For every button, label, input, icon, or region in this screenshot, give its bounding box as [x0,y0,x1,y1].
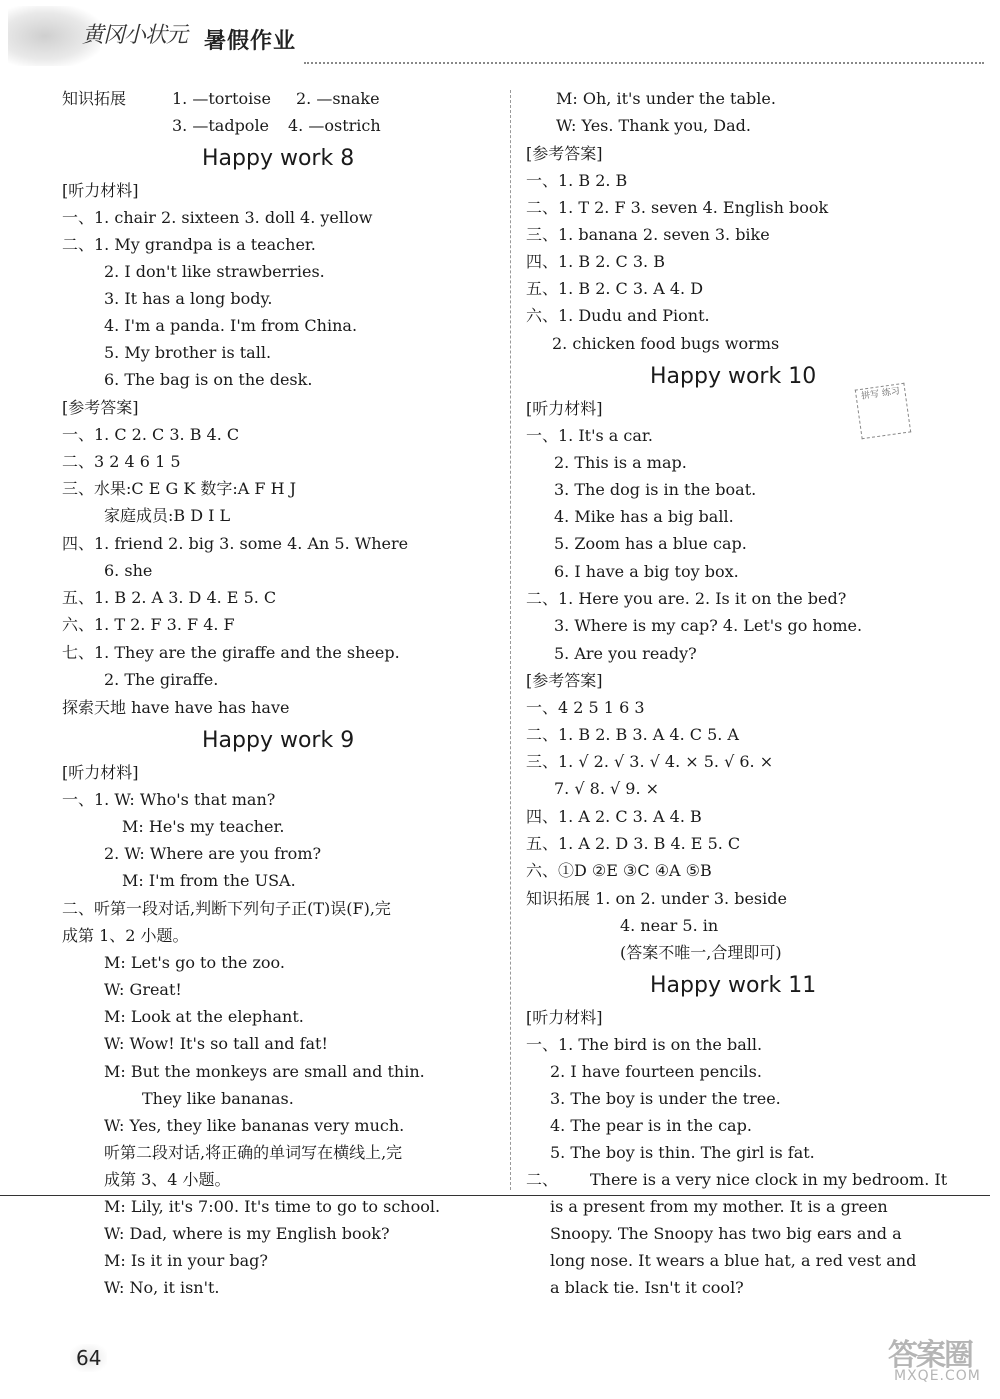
text-line: 一、1. W: Who's that man? [62,790,276,809]
text-line: 四、1. A 2. C 3. A 4. B [526,807,702,826]
text-line: 二、1. Here you are. 2. Is it on the bed? [526,589,847,608]
text-line: 一、4 2 5 1 6 3 [526,698,645,717]
kt-answer-4: 4. —ostrich [288,116,381,135]
text-line: 2. This is a map. [554,453,687,472]
text-line: 三、水果:C E G K 数字:A F H J [62,479,297,498]
text-line: M: Oh, it's under the table. [556,89,776,108]
text-line: 7. √ 8. √ 9. × [554,779,660,798]
section-label: [听力材料] [526,1008,603,1027]
text-line: 探索天地 have have has have [62,698,290,717]
text-line: 6. I have a big toy box. [554,562,739,581]
header-dotted-rule [304,62,984,64]
knowledge-label: 知识拓展 [62,89,127,108]
text-line: 5. The boy is thin. The girl is fat. [550,1143,815,1162]
text-line: 七、1. They are the giraffe and the sheep. [62,643,400,662]
text-line: 四、1. friend 2. big 3. some 4. An 5. Where [62,534,409,553]
text-line: 五、1. A 2. D 3. B 4. E 5. C [526,834,741,853]
text-line: 2. The giraffe. [104,670,219,689]
text-line: 四、1. B 2. C 3. B [526,252,665,271]
text-line: 一、1. B 2. B [526,171,628,190]
text-line: Snoopy. The Snoopy has two big ears and a [550,1224,902,1243]
header-title: 暑假作业 [204,29,297,54]
text-line: W: Wow! It's so tall and fat! [104,1034,328,1053]
text-line: a black tie. Isn't it cool? [550,1278,744,1297]
section-label: [听力材料] [526,399,603,418]
text-line: 知识拓展 1. on 2. under 3. beside [526,889,787,908]
text-line: 一、1. The bird is on the ball. [526,1035,763,1054]
text-line: is a present from my mother. It is a green [550,1197,888,1216]
text-line: 4. The pear is in the cap. [550,1116,752,1135]
text-line: 5. My brother is tall. [104,343,272,362]
section-label: [听力材料] [62,763,139,782]
text-line: 听第二段对话,将正确的单词写在横线上,完 [104,1143,403,1162]
heading-happy-work-9: Happy work 9 [202,728,355,753]
text-line: 2. I don't like strawberries. [104,262,325,281]
text-line: 6. The bag is on the desk. [104,370,313,389]
text-line: 3. The boy is under the tree. [550,1089,781,1108]
text-line: 三、1. banana 2. seven 3. bike [526,225,770,244]
section-label: [参考答案] [526,671,603,690]
section-label: [听力材料] [62,181,139,200]
text-line: long nose. It wears a blue hat, a red vest and [550,1251,917,1270]
text-line: 二、1. T 2. F 3. seven 4. English book [526,198,829,217]
text-line: (答案不唯一,合理即可) [620,943,782,962]
heading-happy-work-11: Happy work 11 [650,973,817,998]
text-line: M: He's my teacher. [122,817,285,836]
text-line: M: Let's go to the zoo. [104,953,285,972]
text-line: W: Yes, they like bananas very much. [104,1116,405,1135]
text-line: M: I'm from the USA. [122,871,296,890]
text-line: 五、1. B 2. A 3. D 4. E 5. C [62,588,277,607]
brand-name: 黄冈小状元 [82,23,188,48]
text-line: There is a very nice clock in my bedroom. It [590,1170,948,1189]
practice-stamp: 拼写 练习 [855,383,911,439]
text-line: 家庭成员:B D I L [104,506,231,525]
text-line: 4. I'm a panda. I'm from China. [104,316,358,335]
text-line: 六、1. T 2. F 3. F 4. F [62,615,235,634]
text-line: 2. I have fourteen pencils. [550,1062,762,1081]
text-line: 二、1. B 2. B 3. A 4. C 5. A [526,725,739,744]
text-line: 一、1. It's a car. [526,426,653,445]
text-line: 二、3 2 4 6 1 5 [62,452,181,471]
text-line: 二、1. My grandpa is a teacher. [62,235,316,254]
watermark-logo: 答案圈 [888,1338,972,1373]
text-line: 一、1. C 2. C 3. B 4. C [62,425,240,444]
text-line: 成第 1、2 小题。 [62,926,189,945]
text-line: 5. Are you ready? [554,644,697,663]
text-line: W: Great! [104,980,182,999]
kt-answer-1: 1. —tortoise [172,89,271,108]
page-number: 64 [70,1344,107,1372]
watermark [888,1330,988,1390]
text-line: 2. chicken food bugs worms [552,334,780,353]
heading-happy-work-10: Happy work 10 [650,364,817,389]
text-line: 二、听第一段对话,判断下列句子正(T)误(F),完 [62,899,391,918]
text-line: W: No, it isn't. [104,1278,220,1297]
text-line: 一、1. chair 2. sixteen 3. doll 4. yellow [62,208,373,227]
text-line: M: Is it in your bag? [104,1251,268,1270]
text-line: W: Yes. Thank you, Dad. [556,116,751,135]
watermark-url: MXQE.COM [894,1368,981,1384]
section-label: [参考答案] [62,398,139,417]
text-line: 3. The dog is in the boat. [554,480,757,499]
text-line: 4. near 5. in [620,916,719,935]
column-divider [510,90,511,1190]
text-line: 六、①D ②E ③C ④A ⑤B [526,861,712,880]
text-line: 6. she [104,561,153,580]
text-line: 成第 3、4 小题。 [104,1170,231,1189]
text-line: 3. Where is my cap? 4. Let's go home. [554,616,863,635]
text-line: W: Dad, where is my English book? [104,1224,390,1243]
text-line: 4. Mike has a big ball. [554,507,734,526]
text-line: 5. Zoom has a blue cap. [554,534,747,553]
text-line: 三、1. √ 2. √ 3. √ 4. × 5. √ 6. × [526,752,774,771]
text-label: 二、 [526,1170,559,1189]
horizontal-rule [0,1195,990,1196]
text-line: 2. W: Where are you from? [104,844,322,863]
text-line: M: Look at the elephant. [104,1007,304,1026]
kt-answer-3: 3. —tadpole [172,116,270,135]
text-line: 五、1. B 2. C 3. A 4. D [526,279,704,298]
text-line: M: But the monkeys are small and thin. [104,1062,425,1081]
text-line: 3. It has a long body. [104,289,273,308]
section-label: [参考答案] [526,144,603,163]
kt-answer-2: 2. —snake [296,89,380,108]
text-line: They like bananas. [142,1089,294,1108]
text-line: M: Lily, it's 7:00. It's time to go to school. [104,1197,441,1216]
page-header [0,0,1000,72]
text-line: 六、1. Dudu and Piont. [526,306,710,325]
heading-happy-work-8: Happy work 8 [202,146,355,171]
